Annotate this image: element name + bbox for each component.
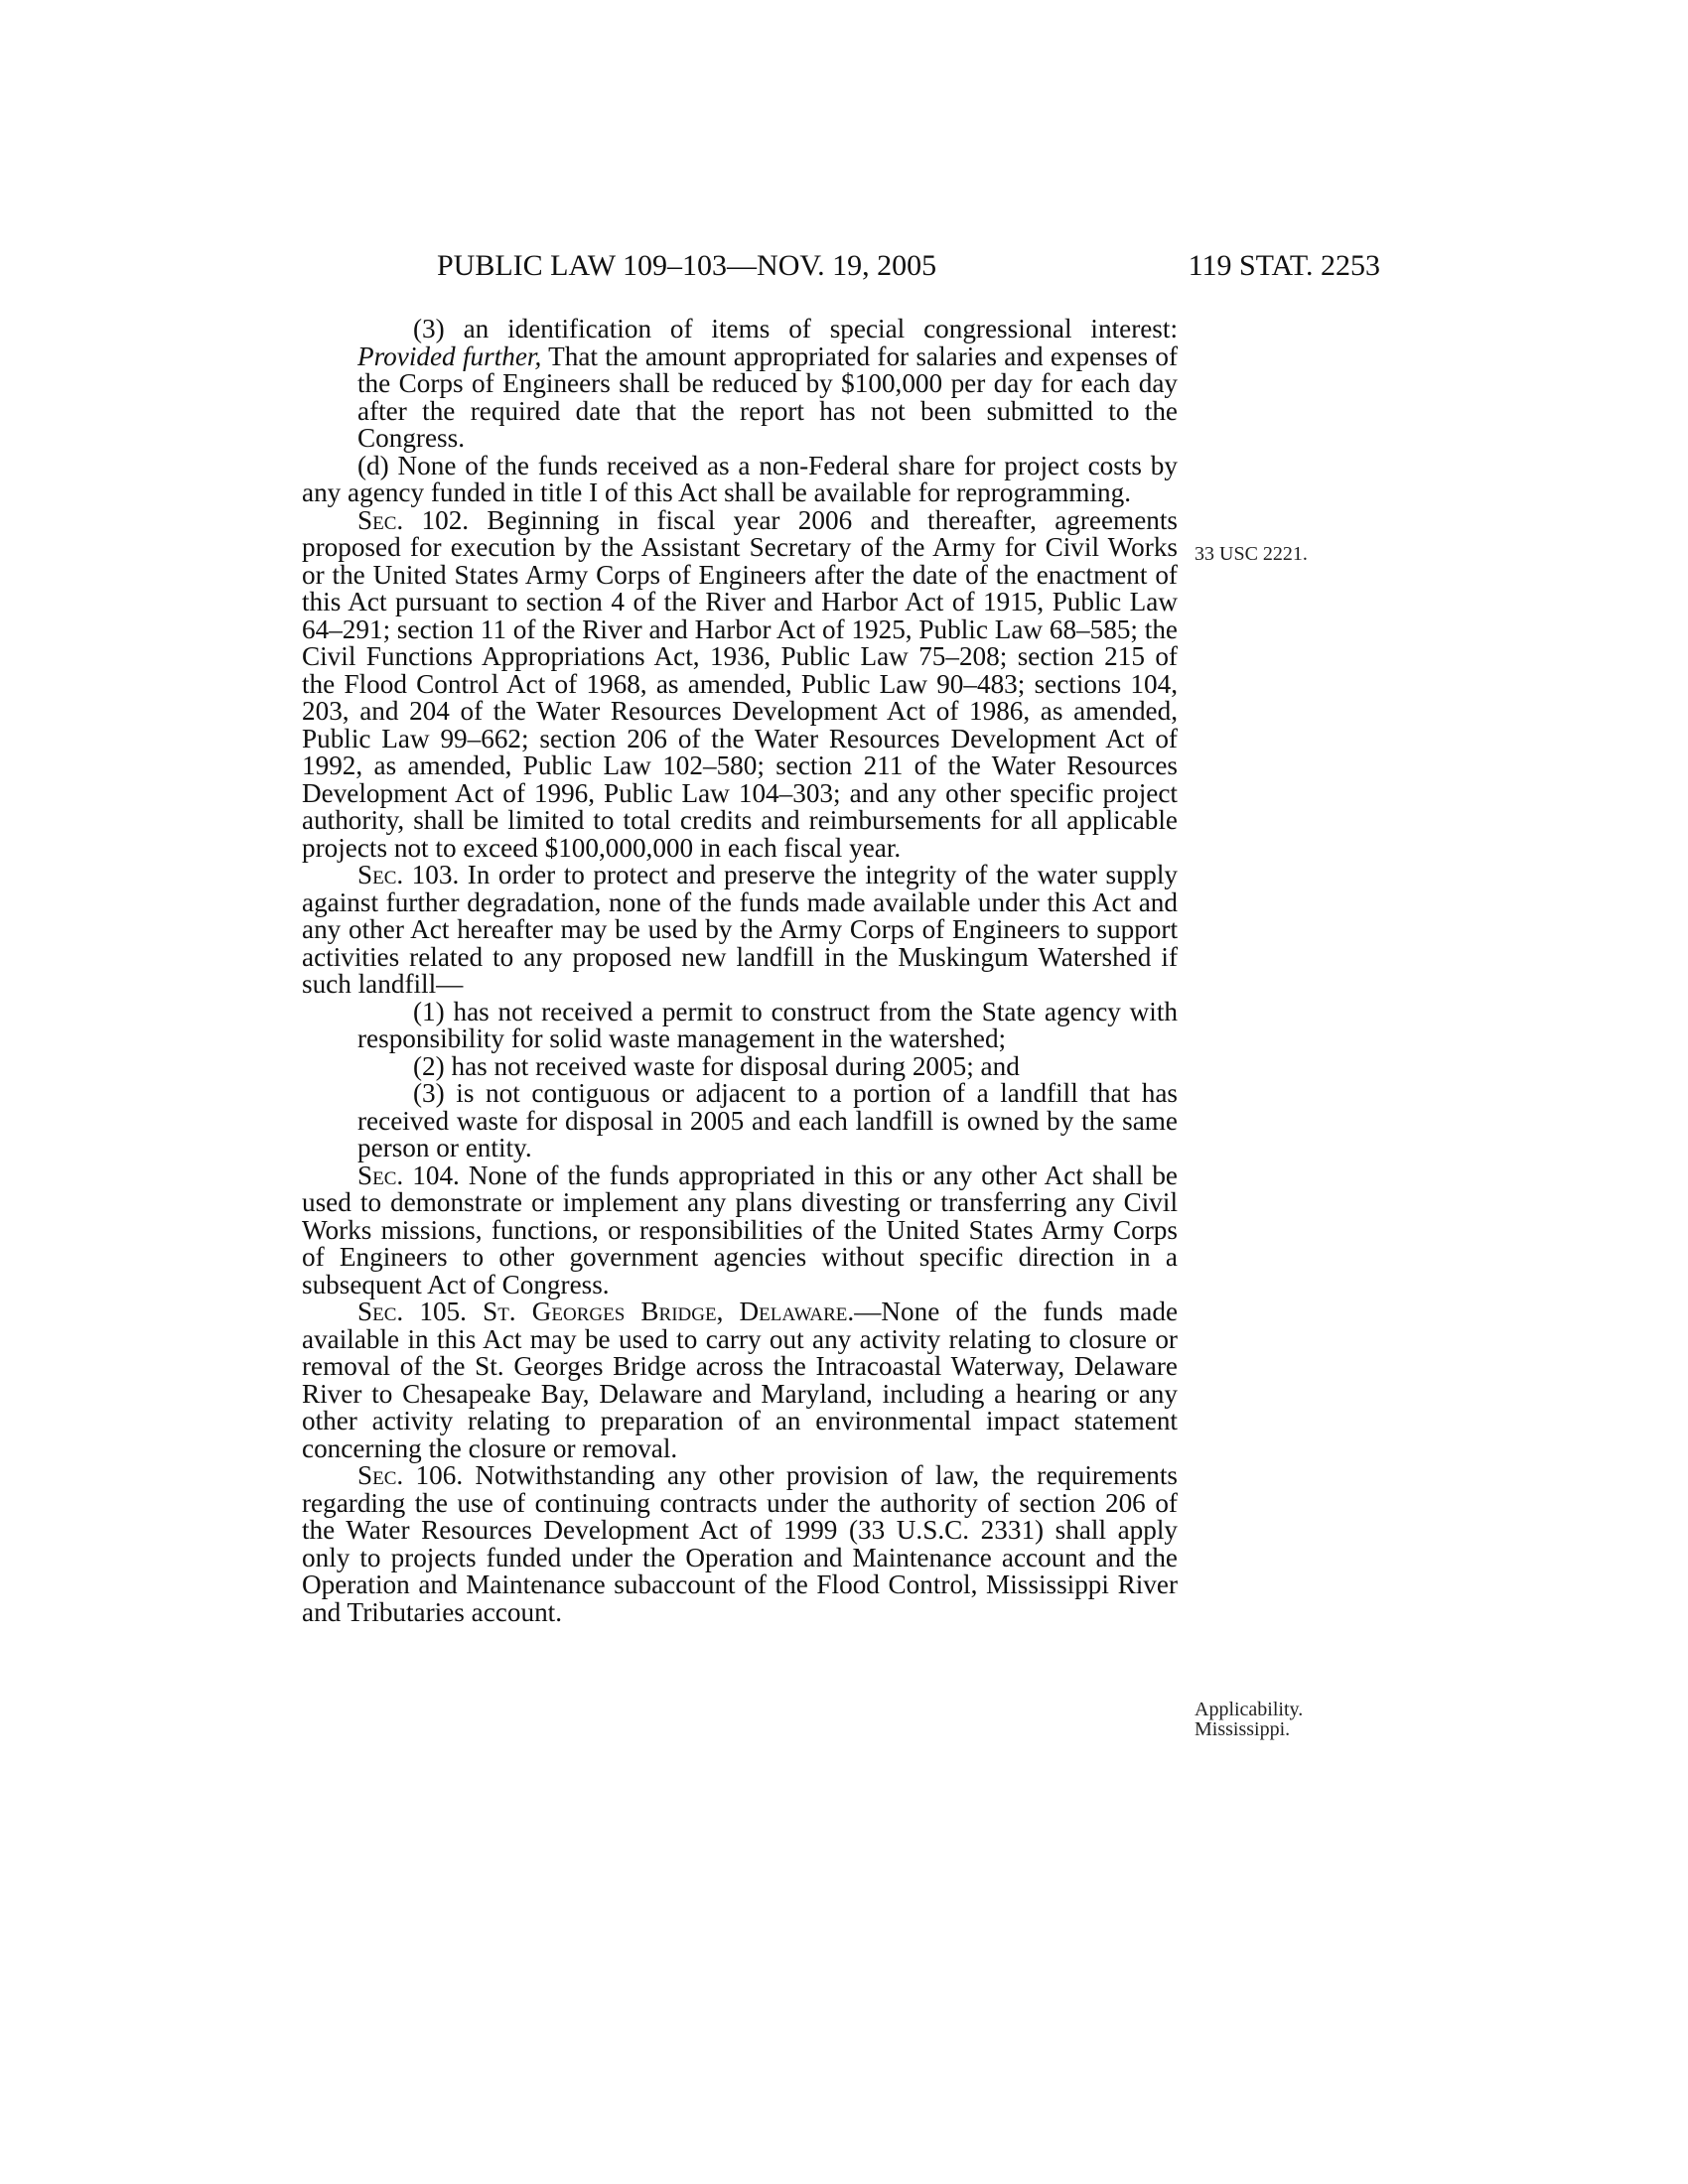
section-106: Sec. 106. Notwithstanding any other provision of law, the requirements regarding the use of continuing contracts under the authority of section 206 of the Water Resources Development Act of 1999 (33 U.S.C. 2331) shall apply only to projects funded under the Operation and Maintenance account and the Operation and Maintenance subaccount of the Flood Control, Mississippi River and Tributaries account. [302, 1460, 1178, 1627]
margin-note-line-applicability: Applicability. [1195, 1699, 1304, 1720]
list-item-1: (1) has not received a permit to construct from the State agency with responsibility for solid waste management in the watershed; [357, 996, 1178, 1053]
header-stat-citation: 119 STAT. 2253 [1188, 249, 1380, 282]
paragraph-item-3: (3) an identification of items of special congressional interest: Provided further, That the amount appropriated for salaries and expenses of the Corps of Engineers shall be reduced by $100,000 per day for each day after the required date that the report has not been submitted to the Congress. [357, 314, 1178, 453]
sec-label: Sec. [357, 860, 404, 889]
section-104: Sec. 104. None of the funds appropriated in this or any other Act shall be used to demonstrate or implement any plans divesting or transferring any Civil Works missions, functions, or responsibilities of the United States Army Corps of Engineers to other government agencies without specific direction in a subsequent Act of Congress. [302, 1160, 1179, 1299]
section-103: Sec. 103. In order to protect and preserve the integrity of the water supply against further degradation, none of the funds made available under this Act and any other Act hereafter may be used by the Army Corps of Engineers to support activities related to any proposed new landfill in the Muskingum Watershed if such landfill— [302, 860, 1179, 999]
paragraph-d: (d) None of the funds received as a non-Federal share for project costs by any agency funded in title I of this Act shall be available for reprogramming. [302, 450, 1178, 507]
margin-note-applicability [1195, 1700, 1303, 1739]
section-105: Sec. 105. St. Georges Bridge, Delaware.—None of the funds made available in this Act may be used to carry out any activity relating to closure or removal of the St. Georges Bridge across the Intracoastal Waterway, Delaware River to Chesapeake Bay, Delaware and Maryland, including a hearing or any other activity relating to preparation of an environmental impact statement concerning the closure or removal. [302, 1297, 1179, 1463]
provided-further-italic: Provided further, [357, 341, 542, 371]
sec-label: Sec. [357, 504, 404, 535]
page-header [437, 246, 1380, 286]
sec-label: Sec. [357, 1160, 404, 1190]
header-title: PUBLIC LAW 109–103—NOV. 19, 2005 [437, 249, 937, 282]
sec-label: Sec. [357, 1460, 404, 1490]
document-body [302, 316, 1178, 1626]
margin-note-usc-citation: 33 USC 2221. [1195, 543, 1308, 565]
section-105-heading: St. Georges Bridge, Delaware. [483, 1297, 855, 1326]
section-102: Sec. 102. Beginning in fiscal year 2006 and thereafter, agreements proposed for execution by the Assistant Secretary of the Army for Civil Works or the United States Army Corps of Engineers after the date of the enactment of this Act pursuant to section 4 of the River and Harbor Act of 1915, Public Law 64–291; section 11 of the River and Harbor Act of 1925, Public Law 68–585; the Civil Functions Appropriations Act, 1936, Public Law 75–208; section 215 of the Flood Control Act of 1968, as amended, Public Law 90–483; sections 104, 203, and 204 of the Water Resources Development Act of 1986, as amended, Public Law 99–662; section 206 of the Water Resources Development Act of 1992, as amended, Public Law 102–580; section 211 of the Water Resources Development Act of 1996, Public Law 104–303; and any other specific project authority, shall be limited to total credits and reimbursements for all applicable projects not to exceed $100,000,000 in each fiscal year. [302, 504, 1179, 863]
margin-note-line-mississippi: Mississippi. [1195, 1718, 1291, 1740]
list-item-2: (2) has not received waste for disposal during 2005; and [413, 1050, 1020, 1081]
list-item-3: (3) is not contiguous or adjacent to a portion of a landfill that has received waste for disposal in 2005 and each landfill is owned by the same person or entity. [357, 1078, 1178, 1162]
sec-label: Sec. [357, 1297, 404, 1326]
